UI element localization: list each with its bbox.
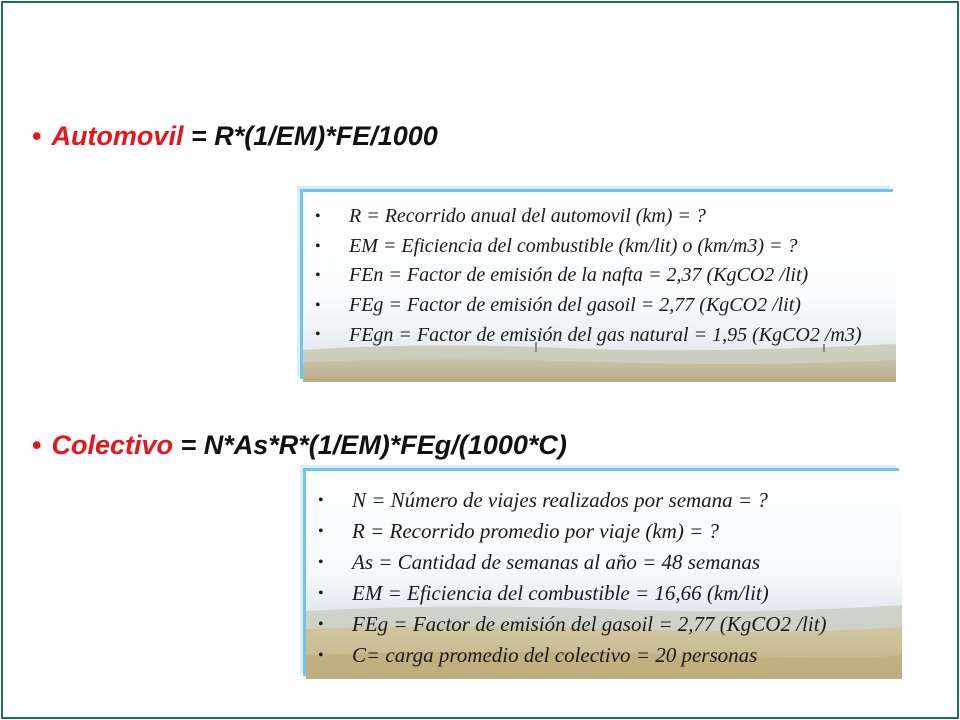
bullet: • (318, 585, 324, 602)
bullet: • (315, 237, 321, 255)
list-item (306, 609, 902, 640)
bullet: • (318, 492, 324, 509)
list-item (306, 640, 902, 671)
list-item (303, 202, 896, 232)
list-item (303, 320, 896, 347)
variable-definition: FEgn = Factor de emisión del gas natural = 1,95 (KgCO2 /m3) (349, 324, 862, 346)
variable-definition: FEg = Factor de emisión del gasoil = 2,77 (KgCO2 /lit) (349, 293, 801, 316)
bullet: • (318, 616, 324, 633)
variable-definition: FEg = Factor de emisión del gasoil = 2,77 (KgCO2 /lit) (352, 612, 827, 636)
formula-automovil (32, 121, 438, 152)
bullet: • (315, 208, 321, 225)
variables-list (306, 471, 902, 671)
variable-definition: FEn = Factor de emisión de la nafta = 2,37 (KgCO2 /lit) (349, 264, 809, 286)
formula-term: Automovil (51, 121, 184, 151)
list-item (306, 516, 902, 547)
bullet: • (318, 647, 324, 664)
bullet: • (315, 267, 321, 284)
variable-definition: EM = Eficiencia del combustible = 16,66 (km/lit) (352, 581, 769, 605)
variables-panel-colectivo (306, 471, 902, 679)
variable-definition: N = Número de viajes realizados por semana = ? (352, 488, 768, 512)
variables-list (303, 192, 896, 347)
formula-term: Colectivo (51, 430, 173, 460)
bullet: • (315, 296, 321, 314)
list-item (303, 261, 896, 291)
list-item (306, 578, 902, 609)
variable-definition: R = Recorrido promedio por viaje (km) = ? (352, 519, 719, 543)
variable-definition: EM = Eficiencia del combustible (km/lit) o (km/m3) = ? (349, 234, 798, 257)
formula-expression: = R*(1/EM)*FE/1000 (190, 121, 438, 151)
variable-definition: R = Recorrido anual del automovil (km) = ? (349, 205, 706, 227)
formula-colectivo (32, 430, 567, 461)
formula-expression: = N*As*R*(1/EM)*FEg/(1000*C) (180, 430, 567, 460)
list-item (306, 547, 902, 578)
bullet: • (32, 430, 42, 460)
list-item (306, 485, 902, 516)
variable-definition: As = Cantidad de semanas al año = 48 semanas (352, 550, 761, 574)
variable-definition: C= carga promedio del colectivo = 20 personas (352, 643, 758, 667)
bullet: • (318, 523, 324, 540)
list-item (303, 232, 896, 262)
list-item (303, 291, 896, 321)
bullet: • (32, 121, 42, 151)
variables-panel-automovil (303, 192, 896, 382)
bullet: • (315, 326, 321, 343)
bullet: • (318, 554, 324, 571)
